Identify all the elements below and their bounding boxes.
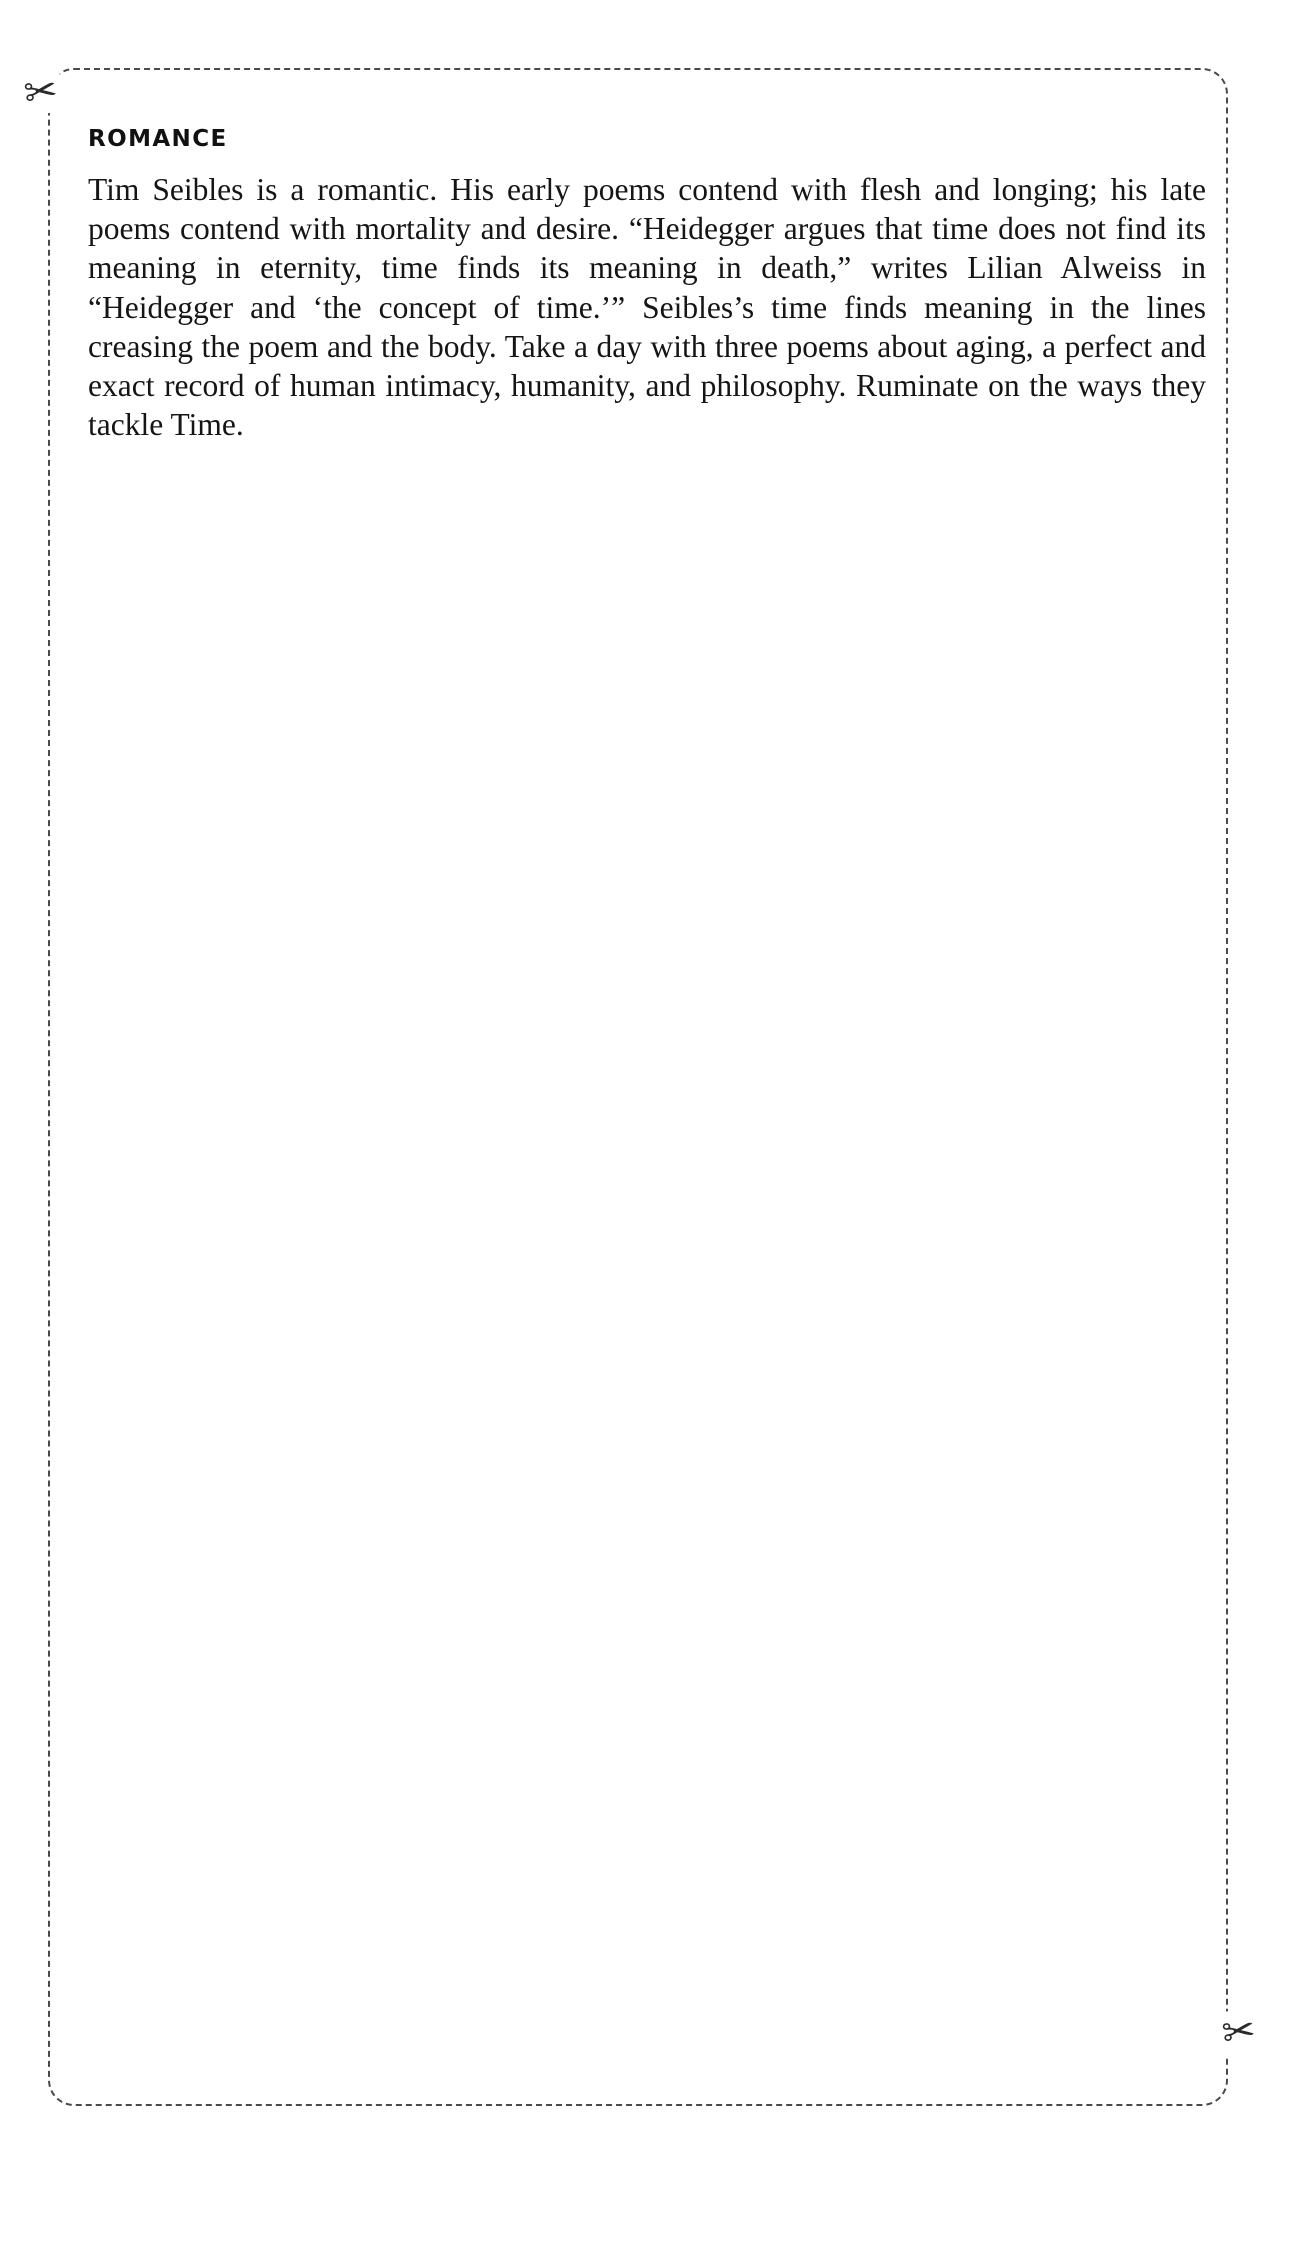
article-body: Tim Seibles is a romantic. His early poems contend with flesh and longing; his late poems contend with mortality and desire. “Heidegger argues that time does not find its meaning in eternity, time finds its meaning in death,” writes Lilian Alweiss in “Heidegger and ‘the concept of time.’” Seibles’s time finds meaning in the lines creasing the poem and the body. Take a day with three poems about aging, a perfect and exact record of human intimacy, humanity, and philosophy. Ruminate on the ways they tackle Time.	[88, 172, 1206, 443]
scissors-icon: ✂	[17, 67, 64, 116]
scissors-icon: ✂	[1215, 2007, 1262, 2056]
article-content	[88, 126, 1206, 444]
section-kicker: ROMANCE	[88, 126, 228, 152]
